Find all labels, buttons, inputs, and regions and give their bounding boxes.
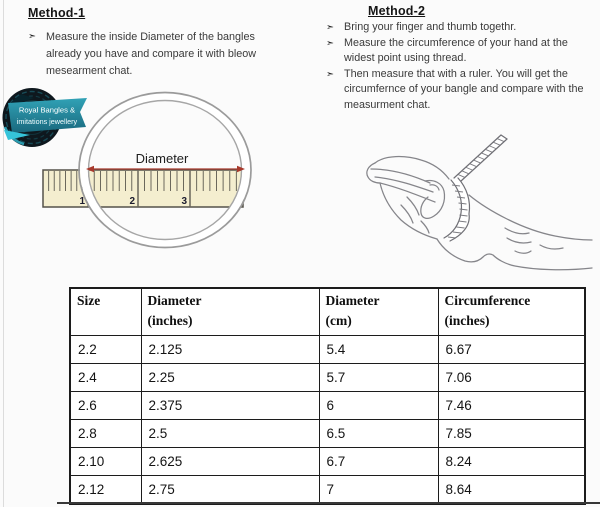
thumb-nail xyxy=(430,185,439,190)
cell-diameter-cm: 6 xyxy=(319,392,438,420)
cell-size: 2.8 xyxy=(70,420,141,448)
cell-size: 2.10 xyxy=(70,448,141,476)
logo-text-line2: imitations jewellery xyxy=(16,117,78,126)
header-diameter-inches: Diameter (inches) xyxy=(141,288,319,336)
text-line: widest point using thread. xyxy=(344,52,467,65)
method1-title: Method-1 xyxy=(28,6,86,20)
logo-text-line1: Royal Bangles & xyxy=(18,105,76,115)
method2-title: Method-2 xyxy=(368,4,426,18)
cell-diameter-in: 2.125 xyxy=(141,336,319,364)
cell-diameter-cm: 5.7 xyxy=(319,364,438,392)
text-line: Bring your finger and thumb togethr. xyxy=(344,21,517,33)
method2-bullet-1 xyxy=(326,20,592,36)
text-line: mesearment chat. xyxy=(46,65,133,77)
table-row xyxy=(70,392,585,420)
cell-size: 2.12 xyxy=(70,476,141,505)
ruler xyxy=(43,170,243,207)
cell-circumference: 8.64 xyxy=(438,476,585,505)
method1-section xyxy=(28,4,268,80)
cell-diameter-cm: 5.4 xyxy=(319,336,438,364)
cell-circumference: 7.85 xyxy=(438,420,585,448)
wrist-crease xyxy=(505,228,529,234)
vein-line xyxy=(515,251,531,253)
method1-bullet xyxy=(28,29,268,80)
text-line: circumfernce of your bangle and compare with the xyxy=(344,83,584,96)
bullet-arrow-icon: ➣ xyxy=(28,31,36,42)
finger-line xyxy=(371,169,430,183)
method2-bullet-3 xyxy=(326,67,592,114)
bullet-arrow-icon: ➣ xyxy=(326,22,334,33)
cell-diameter-in: 2.25 xyxy=(141,364,319,392)
thumb xyxy=(421,180,445,218)
table-row xyxy=(70,476,585,505)
ruler-number: 2 xyxy=(129,196,135,207)
forearm-top xyxy=(469,195,592,240)
hand-measure-illustration xyxy=(355,133,595,283)
cell-size: 2.4 xyxy=(70,364,141,392)
bullet-arrow-icon: ➣ xyxy=(326,68,334,80)
cell-diameter-in: 2.5 xyxy=(141,420,319,448)
cell-size: 2.6 xyxy=(70,392,141,420)
method2-section xyxy=(326,2,592,114)
cell-diameter-cm: 7 xyxy=(319,476,438,505)
size-chart-table xyxy=(69,287,586,505)
cell-diameter-in: 2.75 xyxy=(141,476,319,505)
table-row xyxy=(70,448,585,476)
palm-crease xyxy=(401,205,413,223)
text-line: Measure the circumference of your hand at the xyxy=(344,36,568,49)
method1-bullet-text xyxy=(46,29,256,80)
bangle-diameter-diagram xyxy=(40,90,255,250)
cell-diameter-in: 2.375 xyxy=(141,392,319,420)
cell-circumference: 6.67 xyxy=(438,336,585,364)
palm-crease xyxy=(421,221,429,233)
palm-crease xyxy=(407,197,419,215)
diameter-label: Diameter xyxy=(135,151,189,166)
ruler-number: 1 xyxy=(79,196,85,207)
wrist-crease xyxy=(507,238,531,243)
table-row xyxy=(70,420,585,448)
header-circumference-inches: Circumference (inches) xyxy=(438,288,585,336)
finger-line xyxy=(380,183,435,202)
left-edge-line xyxy=(3,0,4,507)
text-line: measurment chat. xyxy=(344,98,431,111)
wrist-crease xyxy=(540,245,563,249)
table-header-row xyxy=(70,288,585,336)
table-row xyxy=(70,364,585,392)
bottom-divider-line xyxy=(57,502,600,504)
cell-size: 2.2 xyxy=(70,336,141,364)
text-line: Then measure that with a ruler. You will get the xyxy=(344,67,568,80)
cell-circumference: 8.24 xyxy=(438,448,585,476)
ruler-number: 4 xyxy=(234,196,240,207)
fingertips xyxy=(367,163,380,183)
cell-diameter-in: 2.625 xyxy=(141,448,319,476)
text-line: Measure the inside Diameter of the bangles xyxy=(46,31,255,43)
header-size: Size xyxy=(70,288,141,336)
cell-diameter-cm: 6.7 xyxy=(319,448,438,476)
cell-circumference: 7.06 xyxy=(438,364,585,392)
bullet-arrow-icon: ➣ xyxy=(326,37,334,49)
forearm-bottom xyxy=(437,239,592,270)
text-line: already you have and compare it with bleow xyxy=(46,48,257,60)
cell-circumference: 7.46 xyxy=(438,392,585,420)
cell-diameter-cm: 6.5 xyxy=(319,420,438,448)
table-row xyxy=(70,336,585,364)
method2-bullet-2 xyxy=(326,36,592,67)
ruler-number: 3 xyxy=(181,196,187,207)
header-diameter-cm: Diameter (cm) xyxy=(319,288,438,336)
